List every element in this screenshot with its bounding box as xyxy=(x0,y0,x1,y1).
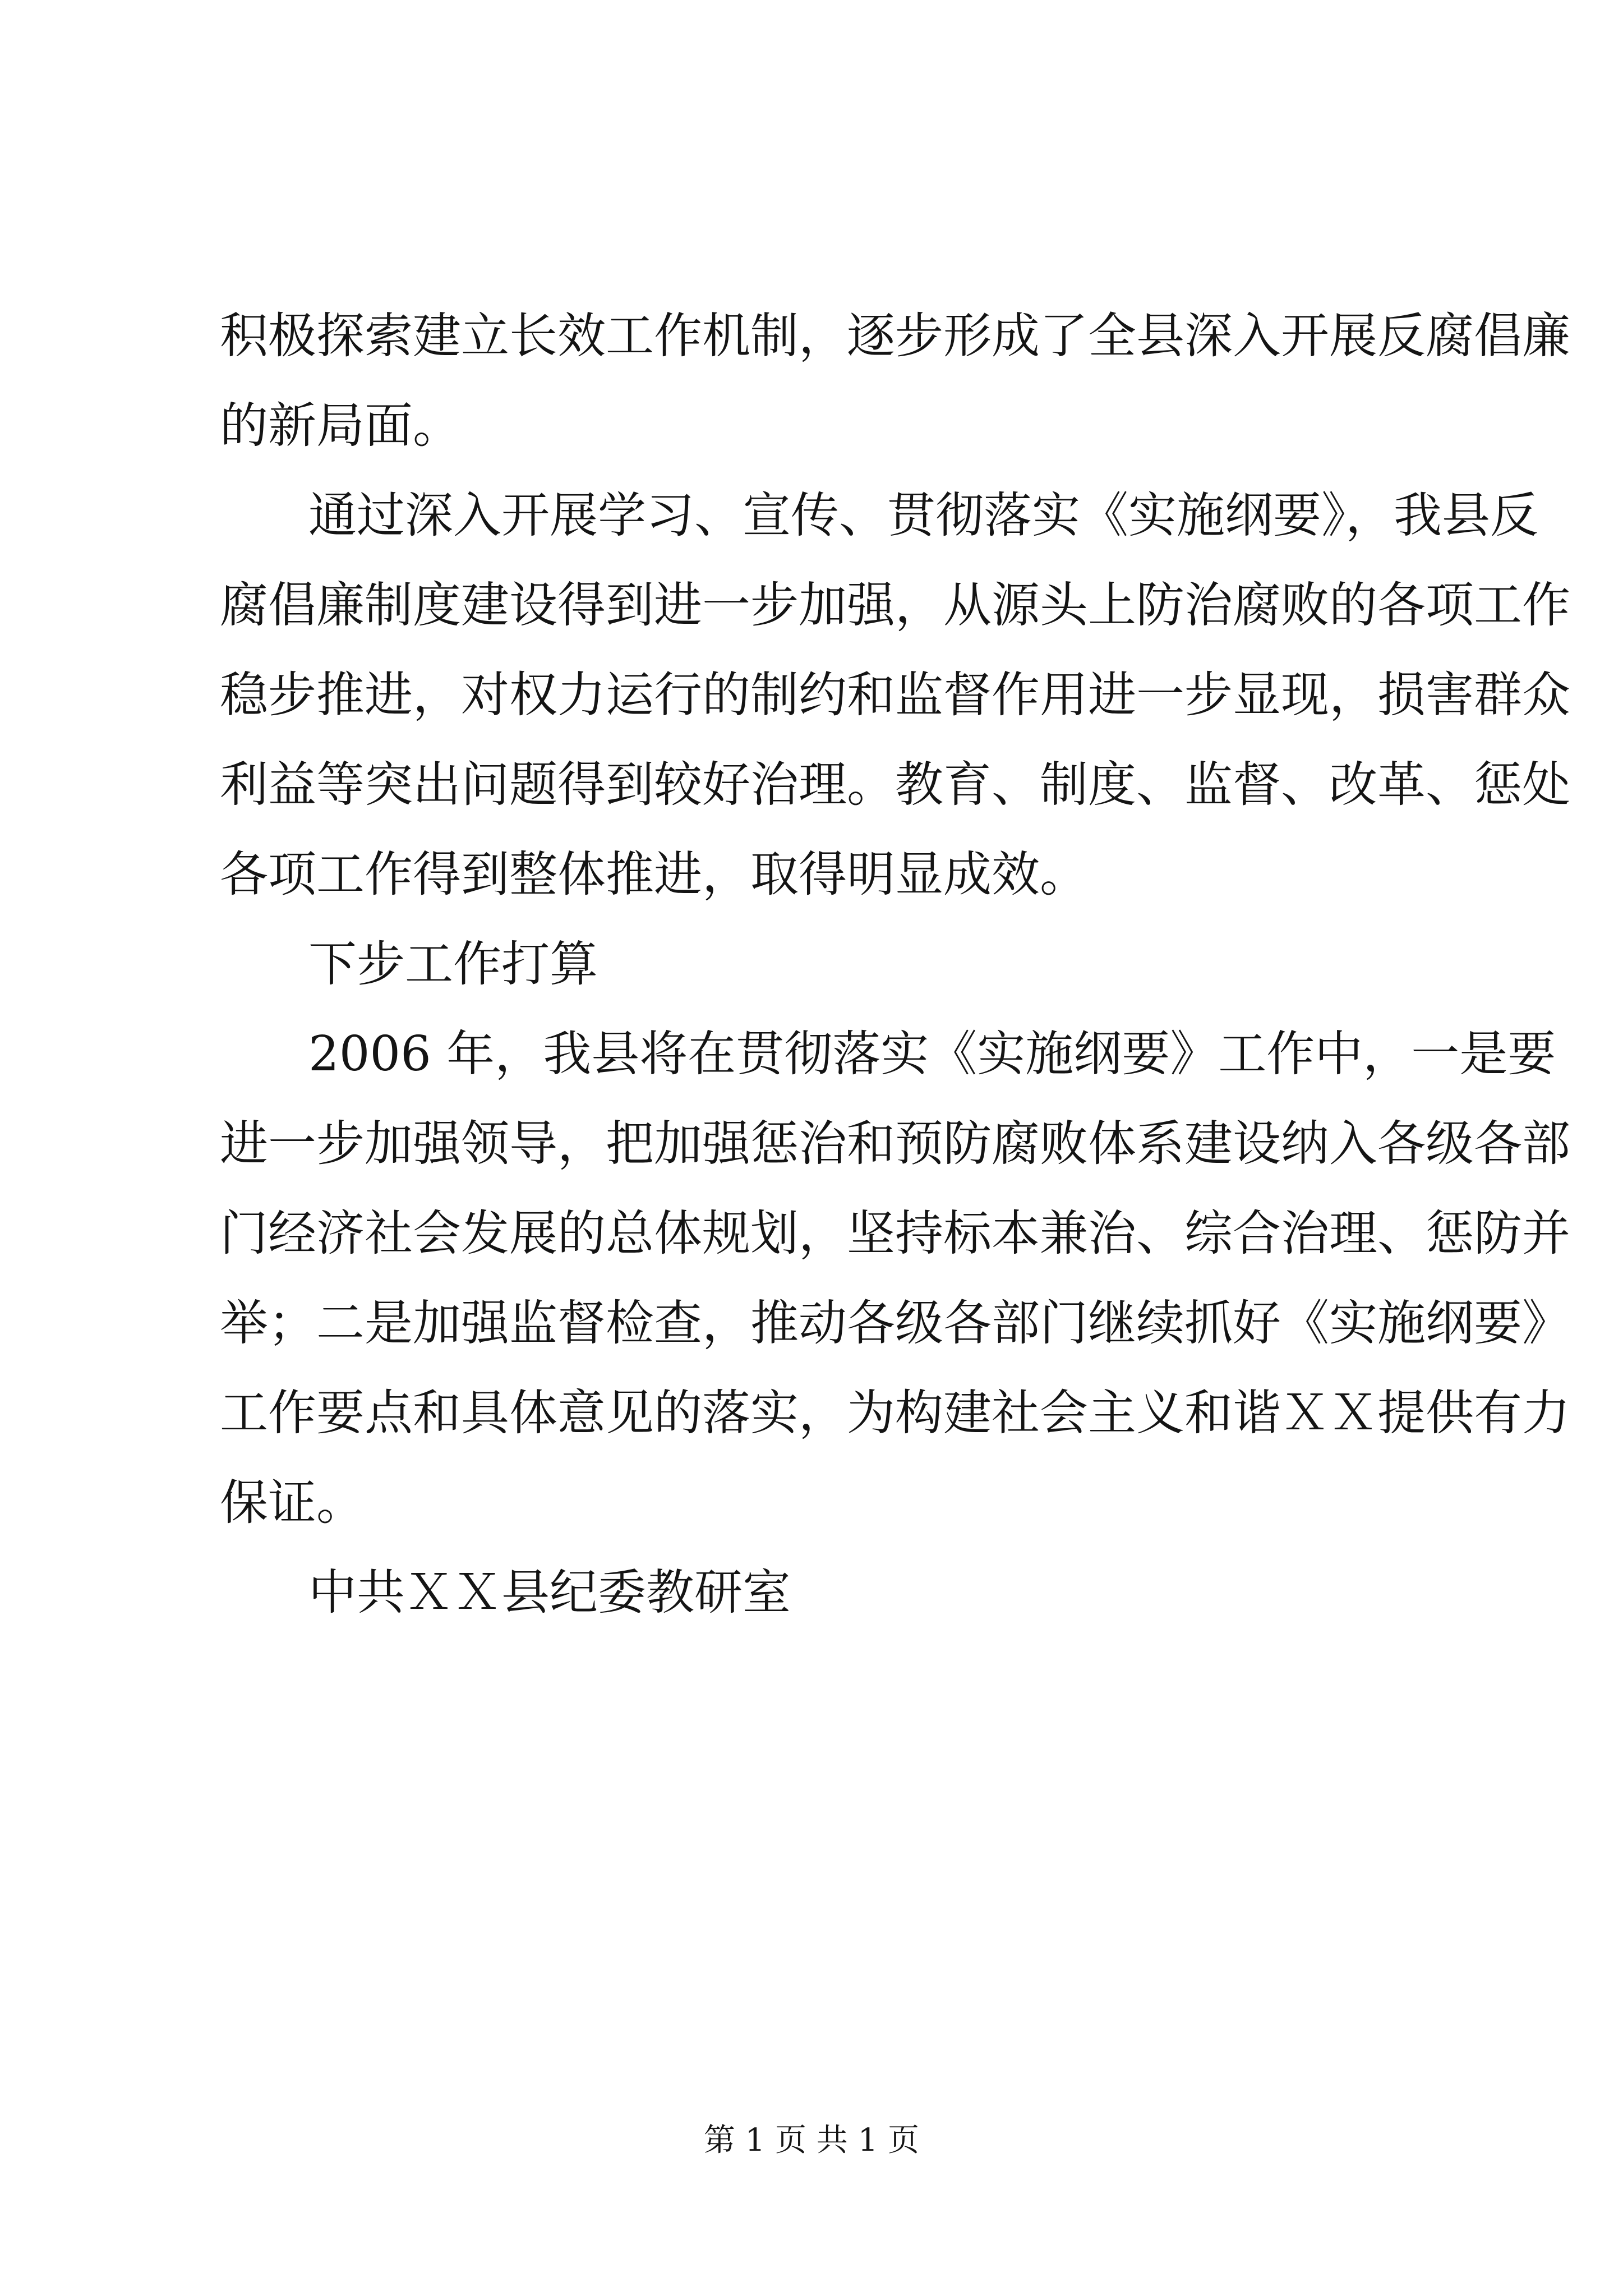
paragraph-2-line-2: 腐倡廉制度建设得到进一步加强，从源头上防治腐败的各项工作 xyxy=(220,577,1570,633)
paragraph-2-line-1: 通过深入开展学习、宣传、贯彻落实《实施纲要》，我县反 xyxy=(308,487,1538,544)
paragraph-3-line-5: 工作要点和具体意见的落实，为构建社会主义和谐ＸＸ提供有力 xyxy=(220,1385,1570,1441)
paragraph-2-line-5: 各项工作得到整体推进，取得明显成效。 xyxy=(220,846,1088,903)
paragraph-2-line-3: 稳步推进，对权力运行的制约和监督作用进一步显现，损害群众 xyxy=(220,667,1570,723)
paragraph-3-line-2: 进一步加强领导，把加强惩治和预防腐败体系建设纳入各级各部 xyxy=(220,1116,1570,1172)
paragraph-3-line-1: 2006 年，我县将在贯彻落实《实施纲要》工作中，一是要 xyxy=(308,1026,1556,1082)
paragraph-1-line-1: 积极探索建立长效工作机制，逐步形成了全县深入开展反腐倡廉 xyxy=(220,308,1570,364)
section-heading: 下步工作打算 xyxy=(308,936,598,992)
paragraph-3-line-3: 门经济社会发展的总体规划，坚持标本兼治、综合治理、惩防并 xyxy=(220,1205,1570,1262)
paragraph-3-line-4: 举；二是加强监督检查，推动各级各部门继续抓好《实施纲要》 xyxy=(220,1295,1570,1351)
paragraph-3-line-6: 保证。 xyxy=(220,1475,365,1531)
signature-organization: 中共ＸＸ县纪委教研室 xyxy=(308,1565,791,1621)
page-number-footer: 第 1 页 共 1 页 xyxy=(703,2122,920,2159)
paragraph-1-line-2: 的新局面。 xyxy=(220,398,461,454)
paragraph-2-line-4: 利益等突出问题得到较好治理。教育、制度、监督、改革、惩处 xyxy=(220,757,1570,813)
